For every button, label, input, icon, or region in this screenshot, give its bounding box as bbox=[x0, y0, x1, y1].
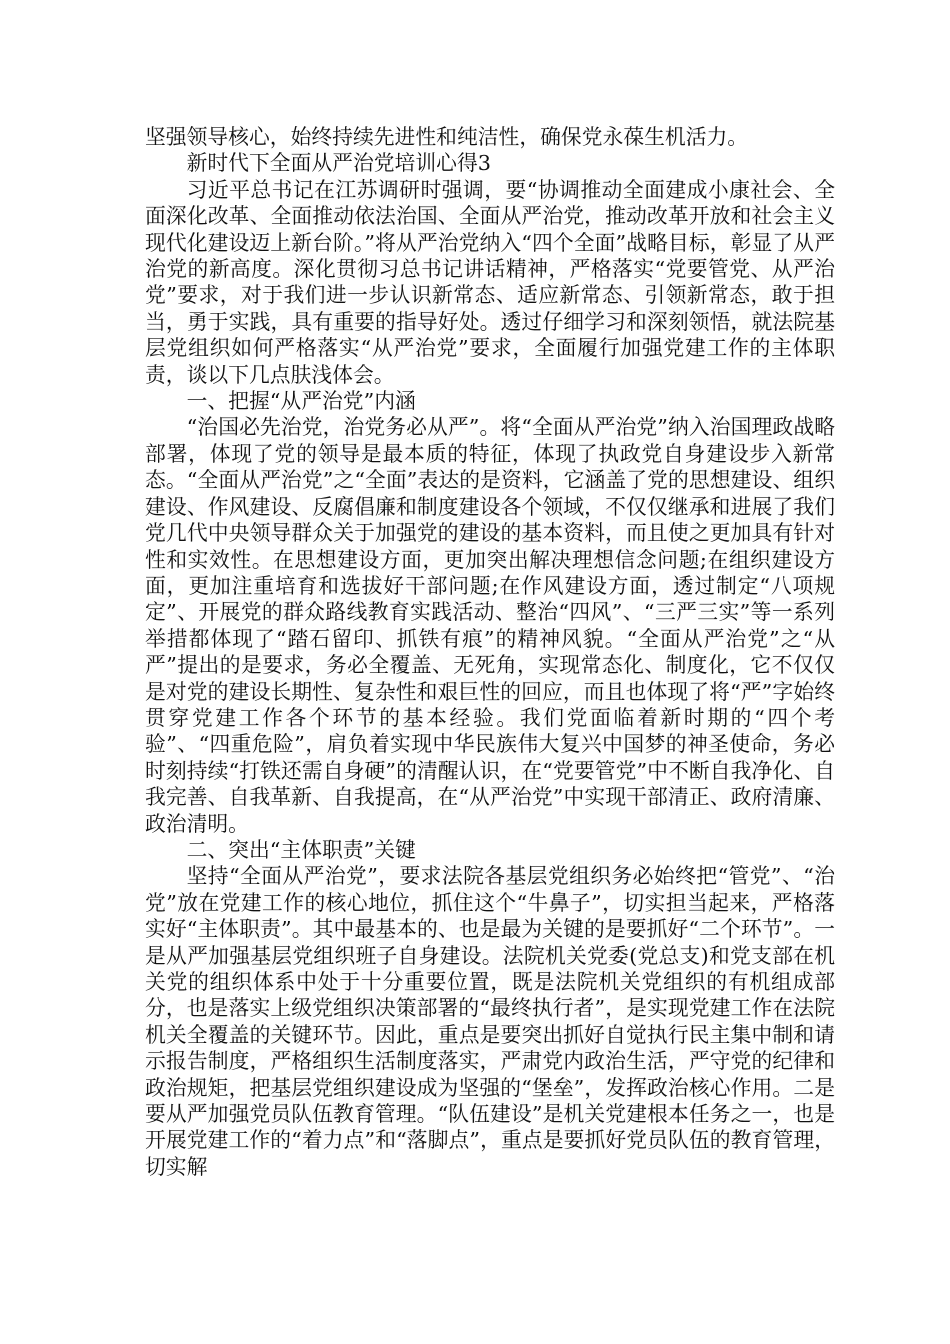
paragraph-section-one: “治国必先治党，治党务必从严”。将“全面从严治党”纳入治国理政战略部署，体现了党的领导是最本质的特征，体现了执政党自身建设步入新常态。“全面从严治党”之“全面”表达的是资料，它涵盖了党的思想建设、组织建设、作风建设、反腐倡廉和制度建设各个领域，不仅仅继承和进展了我们党几代中央领导群众关于加强党的建设的基本资料，而且使之更加具有针对性和实效性。在思想建设方面，更加突出解决理想信念问题;在组织建设方面，更加注重培育和选拔好干部问题;在作风建设方面，透过制定“八项规定”、开展党的群众路线教育实践活动、整治“四风”、“三严三实”等一系列举措都体现了“踏石留印、抓铁有痕”的精神风貌。“全面从严治党”之“从严”提出的是要求，务必全覆盖、无死角，实现常态化、制度化，它不仅仅是对党的建设长期性、复杂性和艰巨性的回应，而且也体现了将“严”字始终贯穿党建工作各个环节的基本经验。我们党面临着新时期的“四个考验”、“四重危险”，肩负着实现中华民族伟大复兴中国梦的神圣使命，务必时刻持续“打铁还需自身硬”的清醒认识，在“党要管党”中不断自我净化、自我完善、自我革新、自我提高，在“从严治党”中实现干部清正、政府清廉、政治清明。 bbox=[145, 415, 835, 836]
heading-section-two: 二、突出“主体职责”关键 bbox=[186, 837, 416, 862]
paragraph-section-two: 坚持“全面从严治党”，要求法院各基层党组织务必始终把“管党”、“治党”放在党建工作的核心地位，抓住这个“牛鼻子”，切实担当起来，严格落实好“主体职责”。其中最基本的、也是最为关键的是要抓好“二个环节”。一是从严加强基层党组织班子自身建设。法院机关党委(党总支)和党支部在机关党的组织体系中处于十分重要位置，既是法院机关党组织的有机组成部分，也是落实上级党组织决策部署的“最终执行者”，是实现党建工作在法院机关全覆盖的关键环节。因此，重点是要突出抓好自觉执行民主集中制和请示报告制度，严格组织生活制度落实，严肃党内政治生活，严守党的纪律和政治规矩，把基层党组织建设成为坚强的“堡垒”，发挥政治核心作用。二是要从严加强党员队伍教育管理。“队伍建设”是机关党建根本任务之一，也是开展党建工作的“着力点”和“落脚点”，重点是要抓好党员队伍的教育管理，切实解 bbox=[145, 864, 835, 1179]
heading-section-one: 一、把握“从严治党”内涵 bbox=[186, 389, 416, 414]
paragraph-continuation: 坚强领导核心，始终持续先进性和纯洁性，确保党永葆生机活力。 bbox=[145, 125, 749, 149]
section-title-training-notes-3: 新时代下全面从严治党培训心得3 bbox=[186, 151, 491, 176]
paragraph-intro: 习近平总书记在江苏调研时强调，要“协调推动全面建成小康社会、全面深化改革、全面推动依法治国、全面从严治党，推动改革开放和社会主义现代化建设迈上新台阶。”将从严治党纳入“四个全面”战略目标，彰显了从严治党的新高度。深化贯彻习总书记讲话精神，严格落实“党要管党、从严治党”要求，对于我们进一步认识新常态、适应新常态、引领新常态，敢于担当，勇于实践，具有重要的指导好处。透过仔细学习和深刻领悟，就法院基层党组织如何严格落实“从严治党”要求，全面履行加强党建工作的主体职责，谈以下几点肤浅体会。 bbox=[145, 177, 835, 387]
document-body bbox=[145, 124, 835, 1180]
